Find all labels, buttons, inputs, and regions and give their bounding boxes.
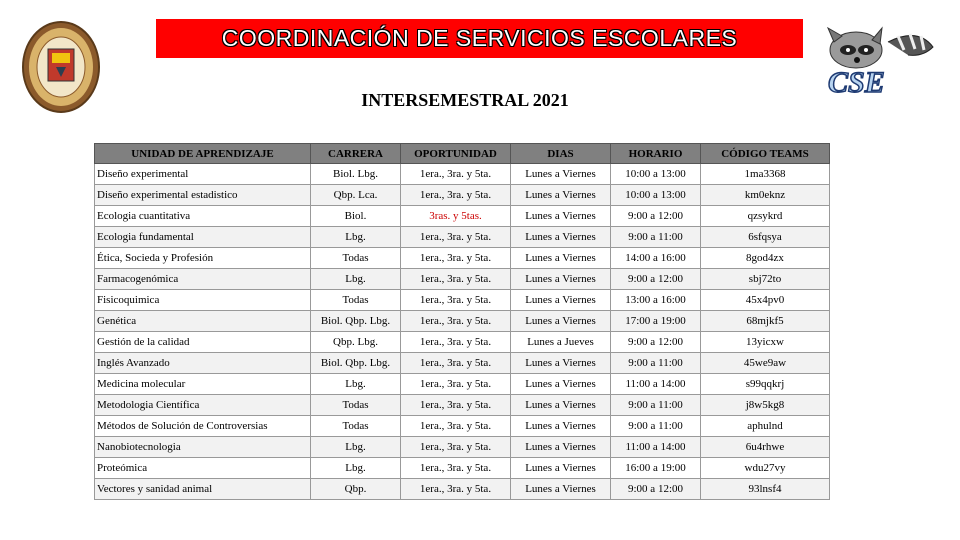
table-row [95, 395, 830, 416]
cell-carrera: Lbg. [311, 374, 401, 395]
cell-carrera: Todas [311, 395, 401, 416]
cell-oportunidad: 1era., 3ra. y 5ta. [401, 374, 511, 395]
cell-codigo-teams: qzsykrd [701, 206, 830, 227]
cell-dias: Lunes a Viernes [511, 416, 611, 437]
cell-horario: 9:00 a 12:00 [611, 206, 701, 227]
cell-codigo-teams: 8god4zx [701, 248, 830, 269]
table-row [95, 248, 830, 269]
cell-oportunidad: 1era., 3ra. y 5ta. [401, 248, 511, 269]
cell-dias: Lunes a Viernes [511, 311, 611, 332]
table-row [95, 479, 830, 500]
table-row [95, 185, 830, 206]
cell-unidad: Farmacogenómica [95, 269, 311, 290]
table-row [95, 164, 830, 185]
cell-dias: Lunes a Viernes [511, 458, 611, 479]
cell-carrera: Biol. Qbp. Lbg. [311, 353, 401, 374]
cell-unidad: Ecologia cuantitativa [95, 206, 311, 227]
cell-oportunidad: 1era., 3ra. y 5ta. [401, 353, 511, 374]
cell-unidad: Inglés Avanzado [95, 353, 311, 374]
cell-codigo-teams: 45we9aw [701, 353, 830, 374]
cell-unidad: Genética [95, 311, 311, 332]
cell-oportunidad: 1era., 3ra. y 5ta. [401, 185, 511, 206]
cell-horario: 10:00 a 13:00 [611, 164, 701, 185]
table-row [95, 206, 830, 227]
cell-carrera: Todas [311, 248, 401, 269]
logo-text: CSE [828, 66, 885, 99]
cell-unidad: Métodos de Solución de Controversias [95, 416, 311, 437]
cell-oportunidad: 1era., 3ra. y 5ta. [401, 332, 511, 353]
table-row [95, 458, 830, 479]
cell-unidad: Ética, Socieda y Profesión [95, 248, 311, 269]
cell-horario: 9:00 a 12:00 [611, 332, 701, 353]
cell-codigo-teams: 1ma3368 [701, 164, 830, 185]
cell-dias: Lunes a Viernes [511, 164, 611, 185]
cell-unidad: Fisicoquimica [95, 290, 311, 311]
cell-dias: Lunes a Viernes [511, 479, 611, 500]
cell-oportunidad: 1era., 3ra. y 5ta. [401, 458, 511, 479]
cell-horario: 10:00 a 13:00 [611, 185, 701, 206]
cell-codigo-teams: 45x4pv0 [701, 290, 830, 311]
cell-dias: Lunes a Viernes [511, 437, 611, 458]
cell-codigo-teams: s99qqkrj [701, 374, 830, 395]
cell-codigo-teams: sbj72to [701, 269, 830, 290]
cell-dias: Lunes a Viernes [511, 206, 611, 227]
cell-unidad: Nanobiotecnologia [95, 437, 311, 458]
cell-dias: Lunes a Viernes [511, 395, 611, 416]
title-banner [156, 19, 803, 58]
cell-horario: 9:00 a 12:00 [611, 479, 701, 500]
cell-horario: 11:00 a 14:00 [611, 374, 701, 395]
cell-carrera: Lbg. [311, 269, 401, 290]
cell-unidad: Gestión de la calidad [95, 332, 311, 353]
cell-horario: 11:00 a 14:00 [611, 437, 701, 458]
table-row [95, 332, 830, 353]
column-header-dias: DIAS [511, 144, 611, 164]
cell-dias: Lunes a Viernes [511, 353, 611, 374]
schedule-table [94, 143, 830, 500]
cell-codigo-teams: 6u4rhwe [701, 437, 830, 458]
table-row [95, 353, 830, 374]
cell-horario: 9:00 a 11:00 [611, 227, 701, 248]
cell-horario: 14:00 a 16:00 [611, 248, 701, 269]
cell-carrera: Lbg. [311, 458, 401, 479]
cell-horario: 9:00 a 11:00 [611, 416, 701, 437]
cell-codigo-teams: 6sfqsya [701, 227, 830, 248]
cell-horario: 9:00 a 12:00 [611, 269, 701, 290]
table-row [95, 437, 830, 458]
cell-oportunidad: 1era., 3ra. y 5ta. [401, 479, 511, 500]
column-header-carrera: CARRERA [311, 144, 401, 164]
cell-oportunidad: 1era., 3ra. y 5ta. [401, 395, 511, 416]
table-row [95, 227, 830, 248]
column-header-horario: HORARIO [611, 144, 701, 164]
cell-codigo-teams: 13yicxw [701, 332, 830, 353]
cell-horario: 9:00 a 11:00 [611, 395, 701, 416]
cell-codigo-teams: 93lnsf4 [701, 479, 830, 500]
cell-unidad: Proteómica [95, 458, 311, 479]
column-header-oportunidad: OPORTUNIDAD [401, 144, 511, 164]
table-row [95, 269, 830, 290]
cell-carrera: Qbp. Lca. [311, 185, 401, 206]
table-row [95, 311, 830, 332]
cell-dias: Lunes a Viernes [511, 248, 611, 269]
cell-unidad: Ecologia fundamental [95, 227, 311, 248]
cell-horario: 13:00 a 16:00 [611, 290, 701, 311]
cell-unidad: Medicina molecular [95, 374, 311, 395]
cell-dias: Lunes a Viernes [511, 269, 611, 290]
cell-carrera: Lbg. [311, 227, 401, 248]
table-row [95, 290, 830, 311]
cell-carrera: Lbg. [311, 437, 401, 458]
cell-oportunidad: 1era., 3ra. y 5ta. [401, 290, 511, 311]
table-body [95, 164, 830, 500]
cell-carrera: Biol. Qbp. Lbg. [311, 311, 401, 332]
cell-codigo-teams: j8w5kg8 [701, 395, 830, 416]
banner-title: COORDINACIÓN DE SERVICIOS ESCOLARES [221, 25, 738, 51]
cell-horario: 9:00 a 11:00 [611, 353, 701, 374]
cell-oportunidad: 3ras. y 5tas. [401, 206, 511, 227]
cell-codigo-teams: aphulnd [701, 416, 830, 437]
cell-carrera: Qbp. Lbg. [311, 332, 401, 353]
page-subtitle: INTERSEMESTRAL 2021 [361, 90, 569, 110]
cell-oportunidad: 1era., 3ra. y 5ta. [401, 227, 511, 248]
table-row [95, 416, 830, 437]
cell-carrera: Todas [311, 416, 401, 437]
cell-horario: 16:00 a 19:00 [611, 458, 701, 479]
cell-oportunidad: 1era., 3ra. y 5ta. [401, 437, 511, 458]
cell-carrera: Biol. [311, 206, 401, 227]
cell-oportunidad: 1era., 3ra. y 5ta. [401, 164, 511, 185]
cell-codigo-teams: wdu27vy [701, 458, 830, 479]
cell-horario: 17:00 a 19:00 [611, 311, 701, 332]
cell-unidad: Diseño experimental estadistico [95, 185, 311, 206]
cell-oportunidad: 1era., 3ra. y 5ta. [401, 269, 511, 290]
cell-dias: Lunes a Jueves [511, 332, 611, 353]
cell-unidad: Metodologia Científica [95, 395, 311, 416]
cell-unidad: Diseño experimental [95, 164, 311, 185]
cell-carrera: Todas [311, 290, 401, 311]
cell-oportunidad: 1era., 3ra. y 5ta. [401, 416, 511, 437]
column-header-unidad: UNIDAD DE APRENDIZAJE [95, 144, 311, 164]
cell-oportunidad: 1era., 3ra. y 5ta. [401, 311, 511, 332]
cell-codigo-teams: km0eknz [701, 185, 830, 206]
cell-dias: Lunes a Viernes [511, 374, 611, 395]
cell-dias: Lunes a Viernes [511, 227, 611, 248]
cse-mascot-logo [818, 22, 938, 100]
cell-dias: Lunes a Viernes [511, 290, 611, 311]
cell-dias: Lunes a Viernes [511, 185, 611, 206]
table-header-row [95, 144, 830, 164]
cell-carrera: Qbp. [311, 479, 401, 500]
table-row [95, 374, 830, 395]
cell-codigo-teams: 68mjkf5 [701, 311, 830, 332]
cell-carrera: Biol. Lbg. [311, 164, 401, 185]
column-header-codigo-teams: CÓDIGO TEAMS [701, 144, 830, 164]
cell-unidad: Vectores y sanidad animal [95, 479, 311, 500]
